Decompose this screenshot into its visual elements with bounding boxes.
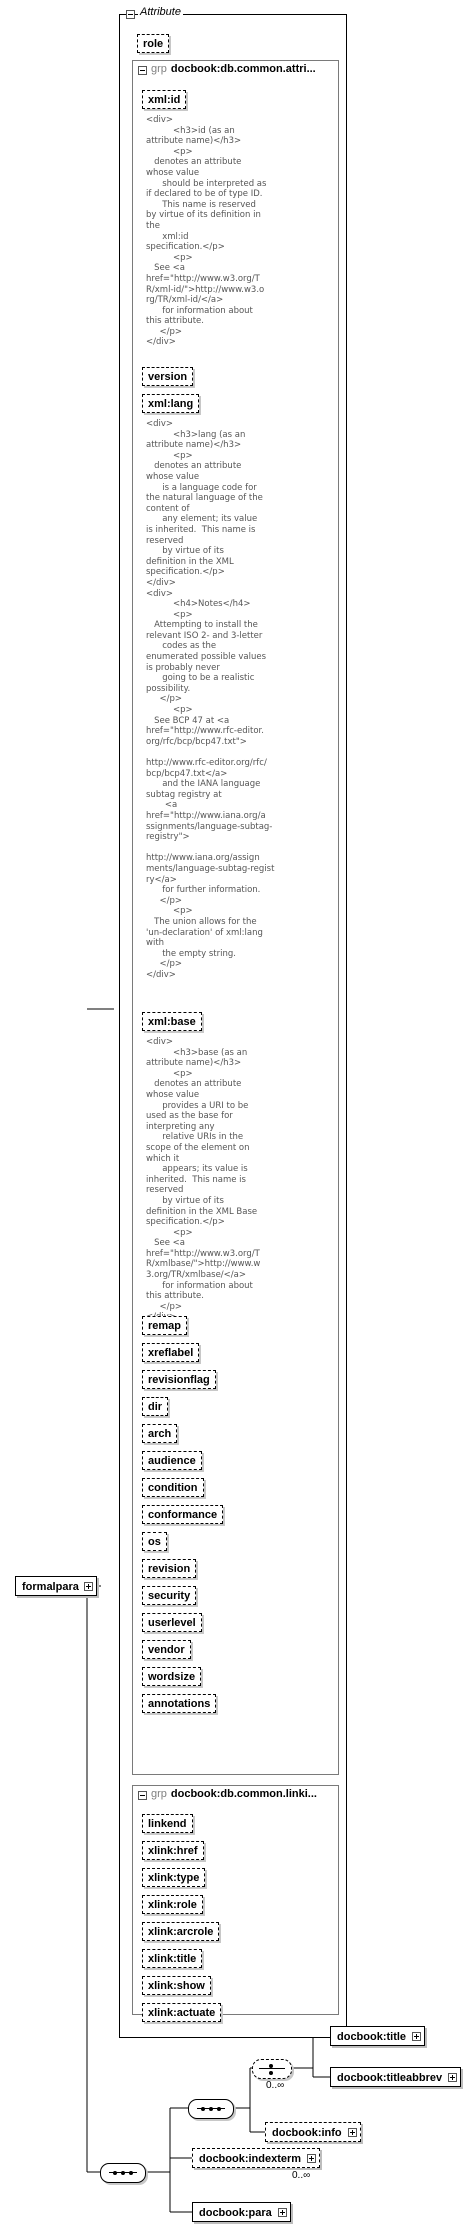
attribute-security[interactable]: security — [142, 1586, 196, 1605]
attribute-documentation: <div> <h3>base (as an attribute name)</h3> <p> denotes an attribute whose value provides a URI to be used as the base for interpreting any relative URIs in the scope of the element on which it appears; its value is inherited. This name is reserved by virtue of its definition in the XML Base specification.</p> <p> See <a href="http://www.w3.org/T R/xmlbase/">http://www.w 3.org/TR/xmlbase/</a> for information about this attribute. </p> — [146, 1037, 261, 1312]
choice-compositor[interactable] — [252, 2059, 292, 2079]
attribute-documentation: <div> <h3>lang (as an attribute name)</h3> <p> denotes an attribute whose value is a language code for the natural language of the content of any element; its value is inherited. This name is reserved by virtue of its definition in the XML specification.</p> </div> <div> <h4>Notes</h4> <p> Attempting to install the relevant ISO 2- and 3-letter codes as the enumerated possible values is probably never going to be a realistic possibility. </p> <p> See BCP 47 at <a href="http://www.rfc-editor. org/rfc/bcp/bcp47.txt"> http://www.rfc-editor.org/rfc/ bcp/bcp47.txt</a> and the IANA language subtag registry at <a href="http://www.iana.org/a ssignments/language-subtag- registry"> http://www.iana.org/assign ments/language-subtag-regist ry</a> for further information. </p> <p> The union allows for the 'un-declaration' of xml:lang with the empty string. </p> </div> — [146, 419, 275, 980]
expand-icon[interactable] — [307, 2154, 316, 2163]
attribute-wordsize[interactable]: wordsize — [142, 1667, 201, 1686]
root-element-formalpara[interactable] — [15, 1576, 97, 1596]
attribute-xlink-arcrole[interactable]: xlink:arcrole — [142, 1922, 219, 1941]
group-name: docbook:db.common.attri... — [170, 63, 316, 75]
attribute-xlink-href[interactable]: xlink:href — [142, 1841, 204, 1860]
collapse-icon[interactable] — [138, 1791, 147, 1800]
choice-occurrence: 0..∞ — [266, 2080, 285, 2091]
attribute-linkend[interactable]: linkend — [142, 1814, 193, 1833]
attribute-arch[interactable]: arch — [142, 1424, 177, 1443]
element-docbook-para[interactable] — [192, 2202, 291, 2222]
attribute-conformance[interactable]: conformance — [142, 1505, 223, 1524]
attribute-revisionflag[interactable]: revisionflag — [142, 1370, 216, 1389]
root-element-label: formalpara — [22, 1581, 79, 1593]
element-label: docbook:info — [272, 2127, 342, 2139]
indexterm-occurrence: 0..∞ — [292, 2170, 311, 2181]
element-docbook-title[interactable] — [330, 2026, 425, 2046]
attribute-os[interactable]: os — [142, 1532, 167, 1551]
sequence-compositor[interactable] — [100, 2163, 146, 2183]
element-label: docbook:titleabbrev — [337, 2072, 443, 2084]
attribute-role[interactable]: role — [137, 34, 169, 53]
group-prefix: grp — [151, 1788, 167, 1800]
attribute-remap[interactable]: remap — [142, 1316, 187, 1335]
attribute-xreflabel[interactable]: xreflabel — [142, 1343, 199, 1362]
common-attributes-group-header — [151, 63, 334, 75]
expand-icon[interactable] — [412, 2032, 421, 2041]
element-label: docbook:title — [337, 2031, 407, 2043]
attribute-userlevel[interactable]: userlevel — [142, 1613, 202, 1632]
attribute-audience[interactable]: audience — [142, 1451, 202, 1470]
expand-icon[interactable] — [448, 2073, 457, 2082]
attribute-xml-base[interactable]: xml:base — [142, 1012, 202, 1031]
element-docbook-info[interactable] — [265, 2122, 361, 2142]
attribute-xlink-show[interactable]: xlink:show — [142, 1976, 211, 1995]
attribute-xlink-role[interactable]: xlink:role — [142, 1895, 203, 1914]
linking-attributes-group-header — [151, 1788, 334, 1800]
group-name: docbook:db.common.linki... — [170, 1788, 317, 1800]
element-docbook-titleabbrev[interactable] — [330, 2067, 461, 2087]
element-label: docbook:indexterm — [199, 2153, 302, 2165]
expand-icon[interactable] — [278, 2208, 287, 2217]
attribute-revision[interactable]: revision — [142, 1559, 196, 1578]
attribute-condition[interactable]: condition — [142, 1478, 204, 1497]
attribute-xml-id[interactable]: xml:id — [142, 90, 186, 109]
attribute-version[interactable]: version — [142, 367, 193, 386]
expand-icon[interactable] — [84, 1582, 93, 1591]
group-prefix: grp — [151, 63, 167, 75]
attribute-xml-lang[interactable]: xml:lang — [142, 394, 199, 413]
expand-icon[interactable] — [348, 2128, 357, 2137]
collapse-icon[interactable] — [126, 10, 135, 19]
attribute-xlink-actuate[interactable]: xlink:actuate — [142, 2003, 221, 2022]
attribute-xlink-title[interactable]: xlink:title — [142, 1949, 202, 1968]
attribute-annotations[interactable]: annotations — [142, 1694, 216, 1713]
attribute-dir[interactable]: dir — [142, 1397, 168, 1416]
element-docbook-indexterm[interactable] — [192, 2148, 320, 2168]
attribute-xlink-type[interactable]: xlink:type — [142, 1868, 205, 1887]
element-label: docbook:para — [199, 2207, 272, 2219]
attribute-panel-title: Attribute — [140, 6, 181, 18]
attribute-vendor[interactable]: vendor — [142, 1640, 191, 1659]
attribute-documentation: <div> <h3>id (as an attribute name)</h3> <p> denotes an attribute whose value should be interpreted as if declared to be of type ID. This name is reserved by virtue of its definition in the xml:id specification.</p> <p> See <a href="http://www.w3.org/T R/xml-id/">http://www.w3.o rg/TR/xml-id/</a> for information about this attribute. </p> </div> — [146, 115, 267, 348]
collapse-icon[interactable] — [138, 66, 147, 75]
inner-sequence-compositor[interactable] — [188, 2099, 234, 2119]
